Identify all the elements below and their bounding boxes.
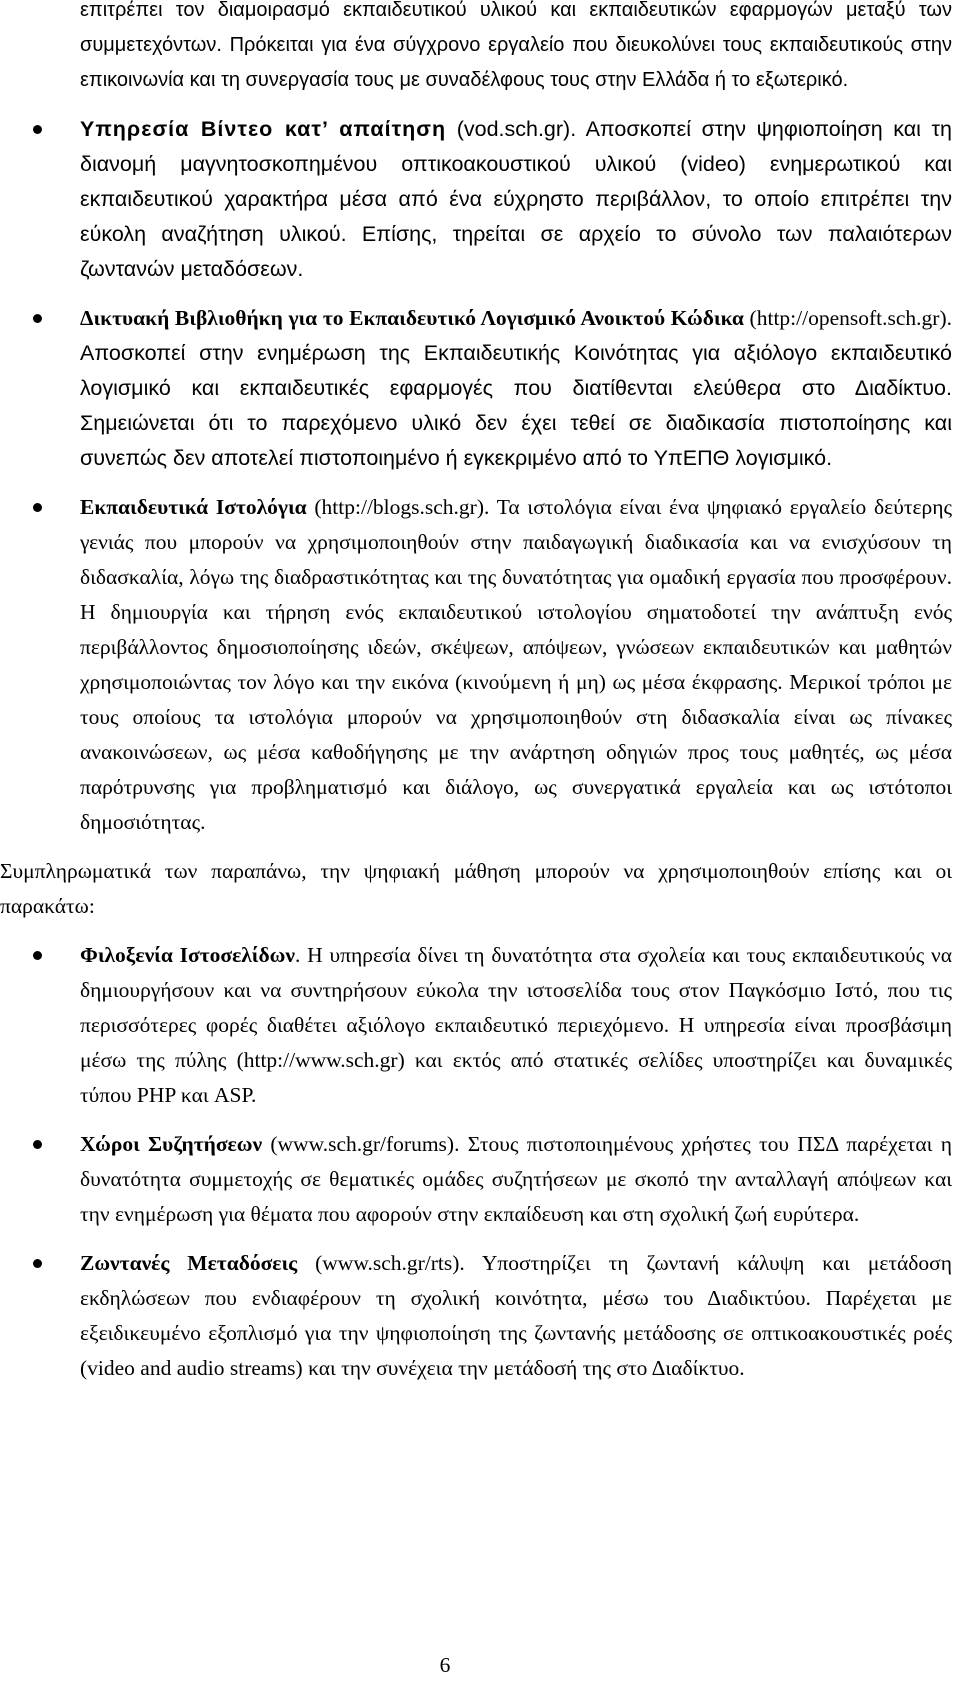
page-number: 6 [439, 1653, 451, 1677]
intro-paragraph: Συμπληρωματικά των παραπάνω, την ψηφιακή μάθηση μπορούν να χρησιμοποιηθούν επίσης και οι παρακάτω: [0, 859, 952, 918]
bullet-icon [33, 1140, 42, 1149]
list-item-blogs [0, 490, 960, 840]
item-title: Φιλοξενία Ιστοσελίδων [80, 943, 295, 967]
list-item-live-streams [0, 1246, 960, 1386]
item-url: (vod.sch.gr). [446, 117, 577, 141]
item-title: Ζωντανές Μεταδόσεις [80, 1251, 298, 1275]
bullet-icon [33, 503, 42, 512]
bullet-icon [33, 314, 42, 323]
item-title: Υπηρεσία Βίντεο κατ’ απαίτηση [80, 117, 447, 141]
item-url: (http://blogs.sch.gr). [306, 495, 490, 519]
list-item-vod [0, 112, 960, 287]
item-text: (www.sch.gr/rts). Υποστηρίζει τη ζωντανή κάλυψη και μετάδοση εκδηλώσεων που ενδιαφέρουν τη σχολική κοινότητα, μέσω του Διαδικτύου. Παρέχεται με εξειδικευμένο εξοπλισμό για την ψηφιοποίηση της ζωντανής μετάδοσης σε οπτικοακουστικές ροές (video and audio streams) και την συνέχεια την μετάδοσή της στο Διαδίκτυο. [80, 1251, 952, 1380]
continued-item-text: επιτρέπει τον διαμοιρασμό εκπαιδευτικού υλικού και εκπαιδευτικών εφαρμογών μεταξύ των συμμετεχόντων. Πρόκειται για ένα σύγχρονο εργαλείο που διευκολύνει τους εκπαιδευτικούς στην επικοινωνία και τη συνεργασία τους με συναδέλφους τους στην Ελλάδα ή το εξωτερικό. [80, 0, 952, 91]
list-item-opensoft [0, 301, 960, 476]
item-text: Αποσκοπεί στην ενημέρωση της Εκπαιδευτικής Κοινότητας για αξιόλογο εκπαιδευτικό λογισμικό και εκπαιδευτικές εφαρμογές που διατίθενται ελεύθερα στο Διαδίκτυο. Σημειώνεται ότι το παρεχόμενο υλικό δεν έχει τεθεί σε διαδικασία πιστοποίησης και συνεπώς δεν αποτελεί πιστοποιημένο ή εγκεκριμένο από το ΥπΕΠΘ λογισμικό. [80, 341, 952, 470]
bullet-icon [33, 125, 42, 134]
item-text: (www.sch.gr/forums). Στους πιστοποιημένους χρήστες του ΠΣΔ παρέχεται η δυνατότητα συμμετοχής σε θεματικές ομάδες συζητήσεων με σκοπό την ανταλλαγή απόψεων και την ενημέρωση για θέματα που αφορούν στην εκπαίδευση και στη σχολική ζωή ευρύτερα. [80, 1132, 952, 1226]
item-text: Τα ιστολόγια είναι ένα ψηφιακό εργαλείο δεύτερης γενιάς που μπορούν να χρησιμοποιηθούν στην παιδαγωγική διαδικασία και να ενισχύσουν τη διδασκαλία, λόγω της διαδραστικότητας και της δυνατότητας για ομαδική εργασία που προσφέρουν. Η δημιουργία και τήρηση ενός εκπαιδευτικού ιστολογίου σηματοδοτεί την ανάπτυξη ενός περιβάλλοντος δημοσιοποίησης ιδεών, σκέψεων, απόψεων, γνώσεων εκπαιδευτικών και μαθητών χρησιμοποιώντας τον λόγο και την εικόνα (κινούμενη ή μη) ως μέσα έκφρασης. Μερικοί τρόποι με τους οποίους τα ιστολόγια μπορούν να χρησιμοποιηθούν στη διδασκαλία είναι ως πίνακες ανακοινώσεων, ως μέσα καθοδήγησης με την ανάρτηση οδηγιών προς τους μαθητές, ως μέσα παρότρυνσης για προβληματισμό και διάλογο, ως συνεργατικά εργαλεία και ως ιστότοποι δημοσιότητας. [80, 495, 953, 834]
first-bullet-list [0, 0, 960, 840]
item-title: Χώροι Συζητήσεων [80, 1132, 263, 1156]
item-text: . Η υπηρεσία δίνει τη δυνατότητα στα σχολεία και τους εκπαιδευτικούς να δημιουργήσουν και να συντηρήσουν εύκολα την ιστοσελίδα τους στον Παγκόσμιο Ιστό, που τις περισσότερες φορές διαθέτει αξιόλογο εκπαιδευτικό περιεχόμενο. Η υπηρεσία είναι προσβάσιμη μέσω της πύλης (http://www.sch.gr) και εκτός από στατικές σελίδες υποστηρίζει και δυναμικές τύπου PHP και ASP. [80, 943, 953, 1107]
bullet-icon [33, 1259, 42, 1268]
bullet-icon [33, 951, 42, 960]
item-title: Δικτυακή Βιβλιοθήκη για το Εκπαιδευτικό Λογισμικό Ανοικτού Κώδικα [80, 306, 744, 330]
item-text: Αποσκοπεί στην ψηφιοποίηση και τη διανομή μαγνητοσκοπημένου οπτικοακουστικού υλικού (video) ενημερωτικού και εκπαιδευτικού χαρακτήρα μέσα από ένα εύχρηστο περιβάλλον, το οποίο επιτρέπει την εύκολη αναζήτηση υλικού. Επίσης, τηρείται σε αρχείο το σύνολο των παλαιότερων ζωντανών μεταδόσεων. [80, 117, 952, 281]
second-bullet-list [0, 938, 960, 1386]
continued-list-item [0, 0, 960, 98]
list-item-web-hosting [0, 938, 960, 1113]
list-item-forums [0, 1127, 960, 1232]
item-url: (http://opensoft.sch.gr). [743, 306, 952, 330]
item-title: Εκπαιδευτικά Ιστολόγια [80, 495, 307, 519]
